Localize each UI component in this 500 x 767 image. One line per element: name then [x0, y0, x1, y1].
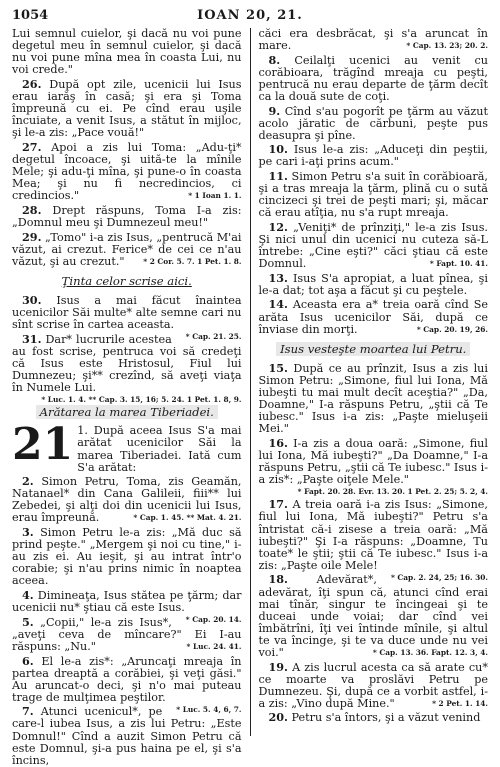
- left-column: [12, 27, 242, 767]
- verse-number: 17.: [268, 497, 288, 512]
- verse-text: A zis lucrul acesta ca să arate cu* ce moarte va proslăvi Petru pe Dumnezeu. Şi, după ce a vorbit astfel, i-a zis: „Vino după Mine.": [258, 660, 488, 710]
- verse-number: 7.: [22, 704, 34, 719]
- verse-number: 31.: [22, 331, 42, 346]
- verse-number: 16.: [268, 435, 288, 450]
- cross-reference: * Cap. 13. 23; 20. 2.: [406, 41, 488, 51]
- verse-text: Aceasta era a* treia oară cînd Se arăta Isus ucenicilor Săi, după ce înviase din morţi.: [258, 298, 488, 336]
- verse-group: [12, 28, 242, 268]
- verse-text: După opt zile, ucenicii lui Isus erau iarăş în casă; şi era şi Toma împreună cu ei. Pe cînd erau uşile încuiate, a venit Isus, a stătut în mijloc, şi le-a zis: „Pace vouă!": [12, 77, 242, 140]
- verse-text: Lui semnul cuielor, şi dacă nu voi pune degetul meu în semnul cuielor, şi dacă nu voi pune mîna mea în coasta Lui, nu voi crede.": [12, 27, 242, 77]
- column-divider: [250, 28, 251, 736]
- cross-reference: * Luc. 24. 41.: [186, 641, 242, 651]
- verse: [12, 78, 242, 139]
- cross-reference: * 2 Pet. 1. 14.: [432, 698, 488, 708]
- verse: 1. După aceea Isus S'a mai arătat ucenicilor Săi la marea Tiberiadei. Iată cum S'a arătat:: [77, 424, 242, 474]
- verse-number: 20.: [268, 710, 288, 725]
- verse-number: 29.: [22, 229, 42, 244]
- verse: [258, 362, 488, 436]
- verse-group: [258, 362, 488, 725]
- verse-text: Isus a mai făcut înaintea ucenicilor Săi multe* alte semne cari nu sînt scrise în cartea aceasta.: [12, 293, 242, 332]
- verse-number: 3.: [22, 525, 34, 540]
- verse: [258, 711, 488, 724]
- verse-text: Adevărat*, adevărat, îţi spun că, atunci cînd erai mai tînăr, singur te încingeai şi te duceai unde voiai; dar cînd vei îmbătrîni, îţi vei întinde mînile, şi altul te va încinge, şi te va duce unde nu vei voi.": [258, 573, 488, 659]
- section-heading: Arătarea la marea Tiberiadei.: [12, 401, 242, 420]
- verse-text: Dar* lucrurile acestea au fost scrise, pentruca voi să credeţi că Isus este Hristosul, Fiul lui Dumnezeu; şi** crezînd, să aveţi viaţa în Numele Lui.: [12, 332, 242, 395]
- verse: [12, 204, 242, 229]
- verse-number: 14.: [268, 297, 288, 312]
- verse-text: „Tomo" i-a zis Isus, „pentrucă M'ai văzut, ai crezut. Ferice* de cei ce n'au văzut, şi au crezut.": [12, 230, 242, 268]
- verse-number: 26.: [22, 76, 42, 91]
- verse: [258, 435, 488, 497]
- cross-reference: * 2 Cor. 5. 7. 1 Pet. 1. 8.: [143, 256, 242, 266]
- cross-reference: * Luc. 5. 4, 6, 7.: [176, 704, 242, 714]
- verse-text: Drept răspuns, Toma I-a zis: „Domnul meu şi Dumnezeul meu!": [12, 203, 242, 229]
- verse-text: Atunci ucenicul*, pe care-l iubea Isus, a zis lui Petru: „Este Domnul!" Cînd a auzit Simon Petru că este Domnul, şi-a pus haina pe el, şi s'a încins,: [12, 705, 242, 767]
- verse-text: Simon Petru le-a zis: „Mă duc să prind peşte." „Mergem şi noi cu tine," i-au zis ei. Au ieşit, şi au intrat într'o corabie; şi n'au prins nimic în noaptea aceea.: [12, 526, 242, 588]
- verse: [12, 653, 242, 714]
- verse-text: Simon Petru s'a suit în corăbioară, şi a tras mreaja la ţărm, plină cu o sută cincizeci şi trei de peşti mari; şi, măcar că erau atîţia, nu s'a rupt mreaja.: [258, 170, 488, 220]
- verse-number: 30.: [22, 292, 42, 307]
- cross-reference: * Cap. 20. 19, 26.: [416, 324, 488, 334]
- verse-text: Simon Petru, Toma, zis Geamăn, Natanael* din Cana Galileii, fiii** lui Zebedei, şi alţi doi din ucenicii lui Isus, erau împreună.: [12, 475, 242, 525]
- section-heading: Ţinta celor scrise aici.: [61, 273, 192, 288]
- verse: [12, 141, 242, 202]
- verse: [12, 231, 242, 268]
- verse: [258, 221, 488, 270]
- cross-reference: * Cap. 2. 24, 25; 16. 30.: [390, 572, 488, 582]
- verse: [258, 170, 488, 219]
- right-column: [258, 28, 488, 736]
- verse-number: 13.: [268, 270, 288, 285]
- verse-text: El le-a zis*: „Aruncaţi mreaja în partea dreaptă a corăbiei, şi veţi găsi." Au aruncat-o deci, şi n'o mai puteau trage de mulţimea peştilor.: [12, 654, 242, 704]
- page-header: [12, 8, 488, 26]
- cross-reference: * Cap. 1. 45. ** Mat. 4. 21.: [133, 513, 242, 523]
- verse: [12, 526, 242, 587]
- verse-number: 2.: [22, 474, 34, 489]
- verse-text: căci era desbrăcat, şi s'a aruncat în mare.: [258, 27, 488, 53]
- verse-text: Dimineaţa, Isus stătea pe ţărm; dar ucenicii nu* ştiau că este Isus.: [12, 589, 242, 615]
- verse-number: 6.: [22, 653, 34, 668]
- verse-group: [12, 475, 242, 767]
- cross-reference: * 1 Ioan 1. 1.: [188, 191, 242, 201]
- verse: [258, 54, 488, 103]
- verse-number: 5.: [22, 614, 34, 629]
- running-head: IOAN 20, 21.: [197, 8, 303, 23]
- verse-text: Apoi a zis lui Toma: „Adu-ţi* degetul încoace, şi uită-te la mînile Mele; şi adu-ţi mîna, şi pune-o în coasta Mea; şi nu fi necredincios, ci credincios.": [12, 140, 242, 203]
- verse-number: 11.: [268, 169, 288, 184]
- verse-number: 4.: [22, 588, 34, 603]
- verse: [258, 28, 488, 52]
- verse: [12, 588, 242, 625]
- verse: [258, 573, 488, 659]
- verse: [258, 661, 488, 710]
- cross-reference: * Cap. 21. 25.: [185, 332, 242, 342]
- chapter-start: [12, 419, 242, 474]
- chapter-number: 21: [12, 419, 74, 471]
- verse-text: A treia oară i-a zis Isus: „Simone, fiul lui Iona, Mă iubeşti?" Petru s'a întristat că-i zisese a treia oară: „Mă iubeşti?" Şi I-a răspuns: „Doamne, Tu toate* le ştii; ştii că Te iubesc." Isus i-a zis: „Paşte oile Mele!: [258, 498, 488, 572]
- verse-number: 28.: [22, 202, 42, 217]
- cross-reference: * Fapt. 20. 28. Evr. 13. 20. 1 Pet. 2. 25; 5. 2, 4.: [297, 487, 488, 497]
- verse: [258, 298, 488, 335]
- verse: [258, 272, 488, 297]
- verse-text: I-a zis a doua oară: „Simone, fiul lui Iona, Mă iubeşti?" „Da Doamne," I-a răspuns Petru, „ştii că Te iubesc." Isus i-a zis*: „Paşte oiţele Mele.": [258, 436, 488, 487]
- verse-number: 19.: [268, 659, 288, 674]
- verse-text: „Veniţi* de prînziţi," le-a zis Isus. Şi nici unul din ucenici nu cuteza să-L întrebe: „Cine eşti?" căci ştiau că este Domnul.: [258, 220, 488, 271]
- verse-text: Isus le-a zis: „Aduceţi din peştii, pe cari i-aţi prins acum.": [258, 143, 488, 169]
- cross-reference: * Fapt. 10. 41.: [429, 259, 488, 269]
- page-number: 1054: [12, 8, 49, 23]
- verse: [12, 28, 242, 76]
- verse-text: Ceilalţi ucenici au venit cu corăbioara, trăgînd mreaja cu peşti, pentrucă nu erau departe de ţărm decît ca la două sute de coţi.: [258, 53, 488, 103]
- verse: [12, 475, 242, 524]
- verse-text: „Copii," le-a zis Isus*, „aveţi ceva de mîncare?" Ei I-au răspuns: „Nu.": [12, 615, 242, 653]
- cross-reference: * Cap. 20. 14.: [185, 615, 242, 625]
- two-column-body: [12, 27, 488, 767]
- verse-text: Cînd s'au pogorît pe ţărm au văzut acolo jăratic de cărbuni, peşte pus deasupra şi pîne.: [258, 104, 488, 142]
- cross-reference: * Luc. 1. 4. ** Cap. 3. 15, 16; 5. 24. 1 Pet. 1. 8, 9.: [41, 395, 242, 405]
- verse-text: Isus S'a apropiat, a luat pînea, şi le-a dat; tot aşa a făcut şi cu peştele.: [258, 271, 488, 297]
- verse-number: 8.: [268, 52, 281, 67]
- verse-number: 12.: [268, 219, 288, 234]
- cross-reference: * Cap. 13. 36. Fapt. 12. 3, 4.: [372, 648, 488, 657]
- verse-group: [12, 292, 242, 405]
- verse-number: 18.: [268, 572, 288, 587]
- verse-number: 27.: [22, 139, 42, 154]
- verse-group: [258, 28, 488, 336]
- verse-text: După ce au prînzit, Isus a zis lui Simon Petru: „Simone, fiul lui Iona, Mă iubeşti tu mai mult decît aceştia?" „Da, Doamne," I-a răspuns Petru, „ştii că Te iubesc." Isus i-a zis: „Paşte mieluşeii Mei.": [258, 361, 488, 436]
- verse-text: Petru s'a întors, şi a văzut venind: [291, 711, 481, 725]
- verse-number: 15.: [268, 360, 288, 375]
- verse: [258, 105, 488, 142]
- verse: [258, 143, 488, 168]
- verse-number: 10.: [268, 142, 288, 157]
- verse-number: 9.: [268, 103, 281, 118]
- section-heading: Isus vesteşte moartea lui Petru.: [258, 343, 488, 357]
